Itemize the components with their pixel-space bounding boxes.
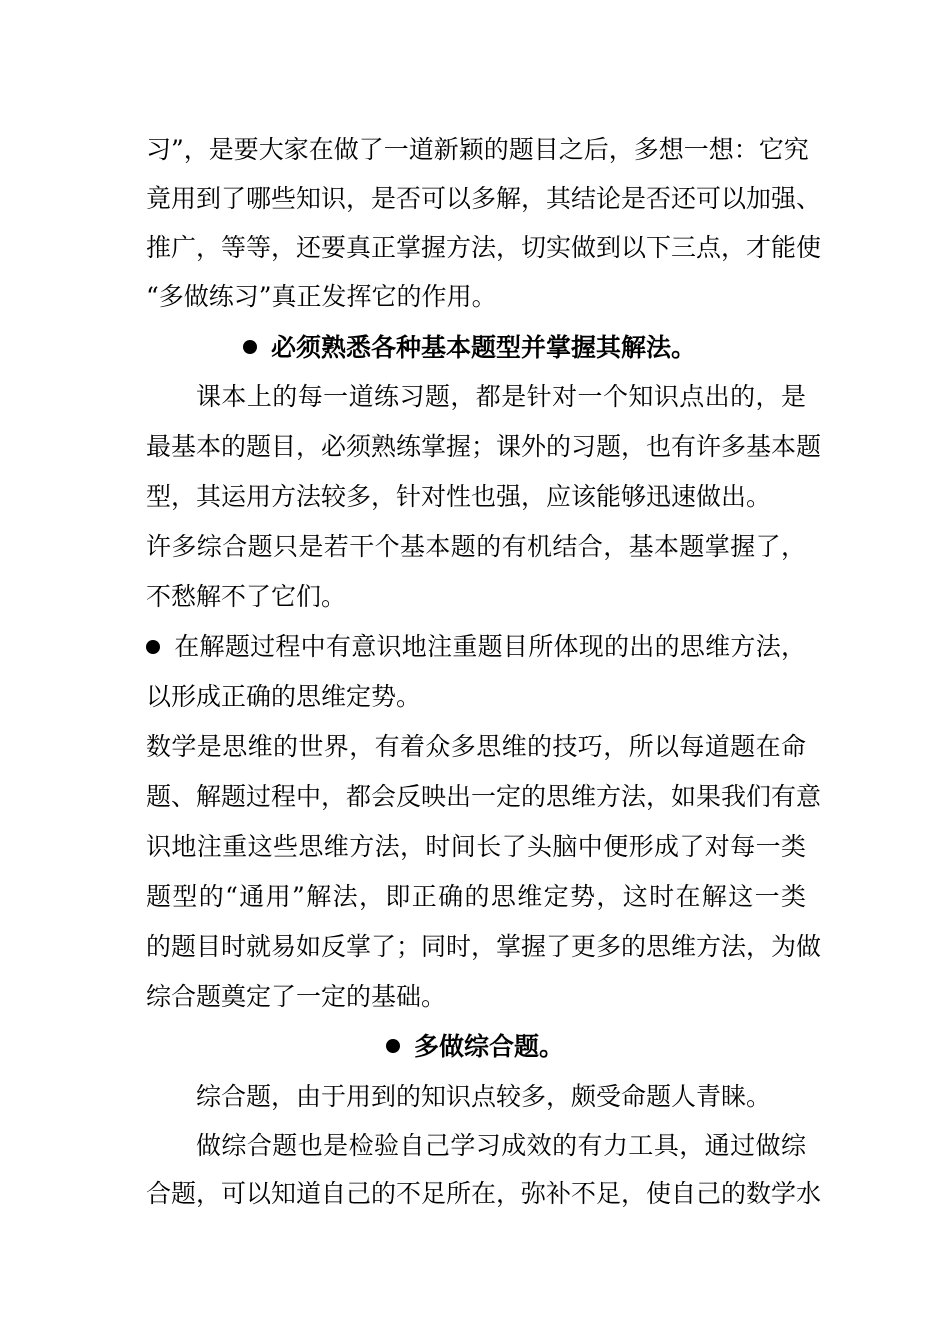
paragraph-line: 竟用到了哪些知识，是否可以多解，其结论是否还可以加强、 xyxy=(146,184,822,213)
paragraph-line: 型，其运用方法较多，针对性也强，应该能够迅速做出。 xyxy=(146,482,772,511)
paragraph-line: 课本上的每一道练习题，都是针对一个知识点出的，是 xyxy=(196,382,806,411)
paragraph-line: “多做练习”真正发挥它的作用。 xyxy=(146,282,497,311)
paragraph-line: 题、解题过程中，都会反映出一定的思维方法，如果我们有意 xyxy=(146,782,822,811)
section-heading xyxy=(386,1030,564,1064)
section-heading-text: 必须熟悉各种基本题型并掌握其解法。 xyxy=(271,333,697,362)
paragraph-line: 推广，等等，还要真正掌握方法，切实做到以下三点，才能使 xyxy=(146,233,822,262)
bullet-paragraph-line xyxy=(146,630,806,664)
section-heading-text: 多做综合题。 xyxy=(414,1032,565,1061)
paragraph-line: 识地注重这些思维方法，时间长了头脑中便形成了对每一类 xyxy=(146,832,806,861)
paragraph-line: 综合题奠定了一定的基础。 xyxy=(146,982,447,1011)
paragraph-line: 合题，可以知道自己的不足所在，弥补不足，使自己的数学水 xyxy=(146,1179,822,1208)
paragraph-line: 数学是思维的世界，有着众多思维的技巧，所以每道题在命 xyxy=(146,732,806,761)
bullet-paragraph-text: 在解题过程中有意识地注重题目所体现的出的思维方法， xyxy=(174,632,806,661)
paragraph-line: 做综合题也是检验自己学习成效的有力工具，通过做综 xyxy=(196,1131,806,1160)
bullet-icon xyxy=(386,1039,400,1053)
bullet-icon xyxy=(146,640,160,654)
paragraph-line: 不愁解不了它们。 xyxy=(146,582,347,611)
paragraph-line: 的题目时就易如反掌了；同时，掌握了更多的思维方法，为做 xyxy=(146,932,822,961)
paragraph-line: 以形成正确的思维定势。 xyxy=(146,682,422,711)
paragraph-line: 最基本的题目，必须熟练掌握；课外的习题，也有许多基本题 xyxy=(146,432,822,461)
paragraph-line: 题型的“通用”解法，即正确的思维定势，这时在解这一类 xyxy=(146,882,806,911)
paragraph-line: 综合题，由于用到的知识点较多，颇受命题人青睐。 xyxy=(196,1082,772,1111)
bullet-icon xyxy=(243,340,257,354)
section-heading xyxy=(243,331,696,365)
paragraph-line: 习”，是要大家在做了一道新颖的题目之后，多想一想：它究 xyxy=(146,135,809,164)
paragraph-line: 许多综合题只是若干个基本题的有机结合，基本题掌握了， xyxy=(146,532,806,561)
